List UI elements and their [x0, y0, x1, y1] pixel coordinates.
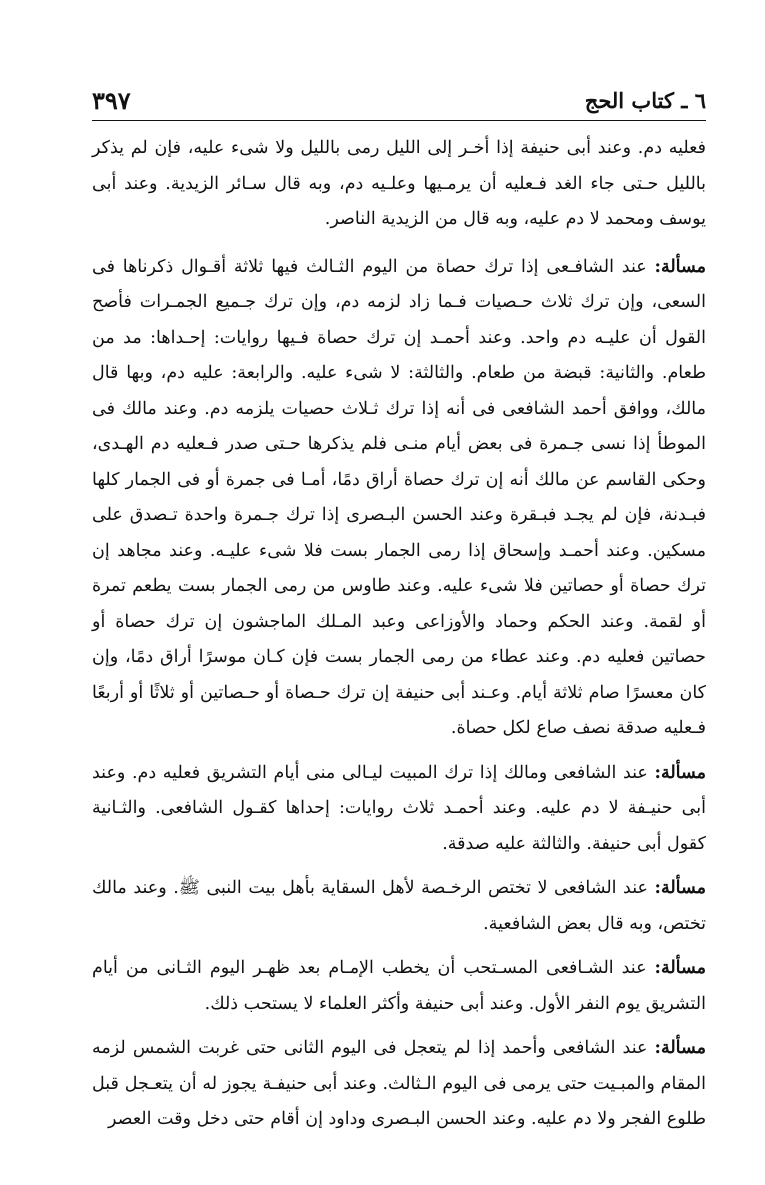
- paragraph: [92, 871, 706, 942]
- page-number: ٣٩٧: [92, 86, 131, 115]
- paragraph: [92, 250, 706, 747]
- issue-label: مسألة:: [654, 762, 706, 783]
- issue-label: مسألة:: [654, 256, 706, 277]
- chapter-title: ٦ ـ كتاب الحج: [584, 88, 706, 113]
- paragraph-text: فعليه دم. وعند أبى حنيفة إذا أخـر إلى الليل رمى بالليل ولا شىء عليه، فإن لم يذكر بالليل حـتى جاء الغد فـعليه أن يرمـيها وعلـيه دم، وبه قال سـائر الزيدية. وعند أبى يوسف ومحمد لا دم عليه، وبه قال من الزيدية الناصر.: [92, 138, 706, 229]
- paragraph-text: عند الشافعى لا تختص الرخـصة لأهل السقاية بأهل بيت النبى ﷺ. وعند مالك تختص، وبه قال بعض الشافعية.: [92, 878, 706, 934]
- paragraph-text: عند الشـافعى المسـتحب أن يخطب الإمـام بعد ظهـر اليوم الثـانى من أيام التشريق يوم النفر الأول. وعند أبى حنيفة وأكثر العلماء لا يستحب ذلك.: [92, 958, 706, 1014]
- paragraph: [92, 131, 706, 238]
- paragraph-text: عند الشافعى وأحمد إذا لم يتعجل فى اليوم الثانى حتى غربت الشمس لزمه المقام والمبـيت حتى يرمى فى اليوم الـثالث. وعند أبى حنيفـة يجوز له أن يتعـجل قبل طلوع الفجر ولا دم عليه. وعند الحسن البـصرى وداود إن أقام حتى دخل وقت العصر: [92, 1038, 706, 1129]
- issue-label: مسألة:: [654, 958, 706, 978]
- paragraph-text: عند الشافـعى إذا ترك حصاة من اليوم الثـالث فيها ثلاثة أقـوال ذكرناها فى السعى، وإن ترك ثلاث حـصيات فـما زاد لزمه دم، وإن ترك جـميع الجمـرات فأصح القول أن عليـه دم واحد. وعند أحمـد إن ترك حصاة فـيها روايات: إحـداها: مد من طعام. والثانية: قبضة من طعام. والثالثة: لا شىء عليه. والرابعة: عليه دم، وبها قال مالك، ووافق أحمد الشافعى فى أنه إذا ترك ثـلاث حصيات يلزمه دم. وعند مالك فى الموطأ إذا نسى جـمرة فى بعض أيام منـى فلم يذكرها حـتى صدر فـعليه دم الهـدى، وحكى القاسم عن مالك أنه إن ترك حصاة أراق دمًا، أمـا فى جمرة أو فى الجمار كلها فبـدنة، فإن لم يجـد فبـقرة وعند الحسن البـصرى إذا ترك جـمرة واحدة تـصدق على مسكين. وعند أحمـد وإسحاق إذا رمى الجمار بست فلا شىء عليـه. وعند مجاهد إن ترك حصاة أو حصاتين فلا شىء عليه. وعند طاوس من رمى الجمار بست يطعم تمرة أو لقمة. وعند الحكم وحماد والأوزاعى وعبد المـلك الماجشون إن ترك حصاة أو حصاتين فعليه دم. وعند عطاء من رمى الجمار بست فإن كـان موسرًا أراق دمًا، وإن كان معسرًا صام ثلاثة أيام. وعـند أبى حنيفة إن ترك حـصاة أو حـصاتين أو ثلاثًا أو أربعًا فـعليه صدقة نصف صاع لكل حصاة.: [92, 256, 706, 738]
- paragraph-text: عند الشافعى ومالك إذا ترك المبيت ليـالى منى أيام التشريق فعليه دم. وعند أبى حنيـفة لا دم عليه. وعند أحمـد ثلاث روايات: إحداها كقـول الشافعى. والثـانية كقول أبى حنيفة. والثالثة عليه صدقة.: [92, 762, 706, 854]
- issue-label: مسألة:: [654, 878, 706, 898]
- paragraph: [92, 951, 706, 1022]
- issue-label: مسألة:: [654, 1038, 706, 1058]
- paragraph: [92, 756, 706, 863]
- paragraph: [92, 1031, 706, 1138]
- page-header: [92, 84, 706, 121]
- book-page: [92, 84, 706, 1138]
- page-body: [92, 131, 706, 1138]
